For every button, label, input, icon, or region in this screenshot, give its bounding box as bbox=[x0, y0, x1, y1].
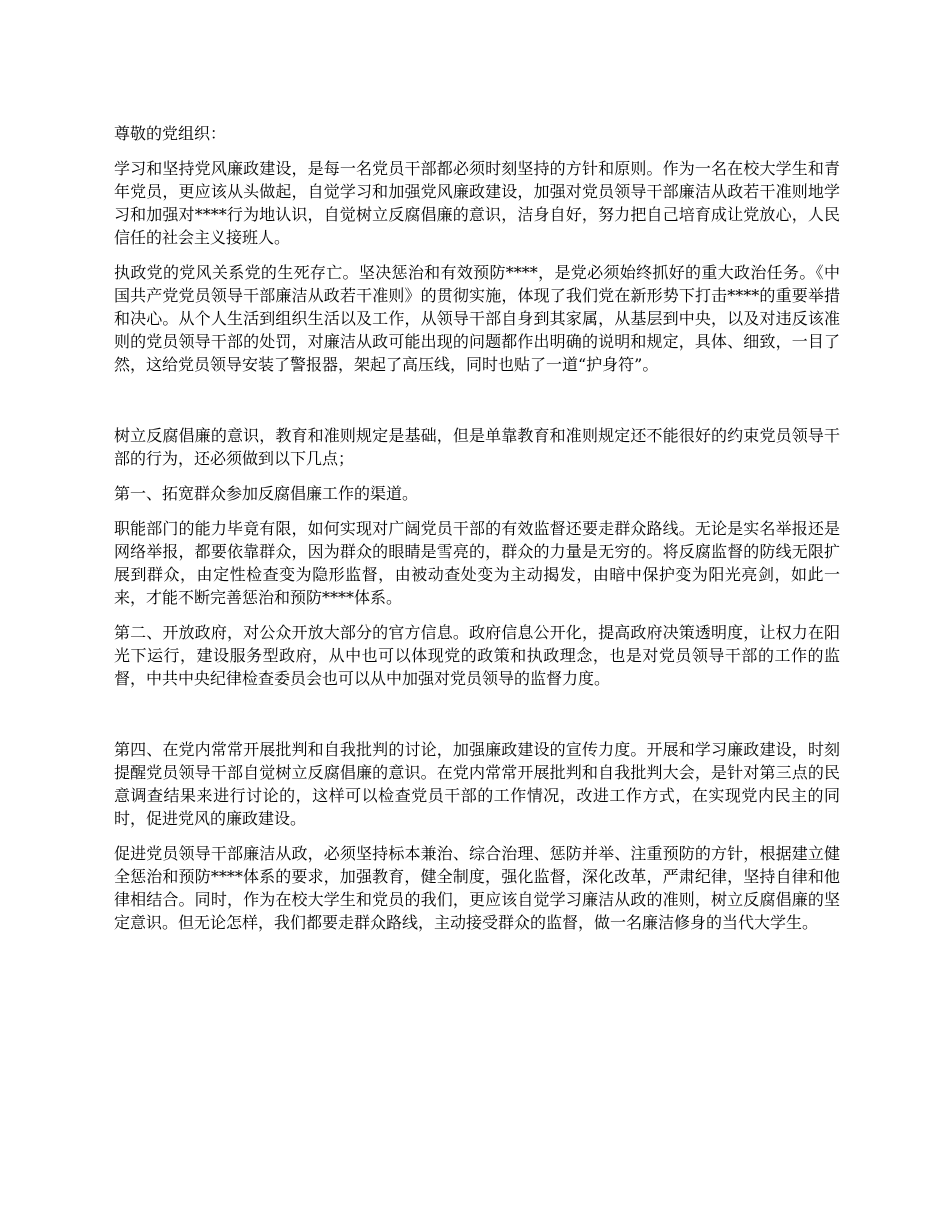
paragraph-3: 树立反腐倡廉的意识，教育和准则规定是基础，但是单靠教育和准则规定还不能很好的约束党员领导干部的行为，还必须做到以下几点； bbox=[114, 426, 840, 468]
point-one-heading: 第一、拓宽群众参加反腐倡廉工作的渠道。 bbox=[114, 484, 419, 503]
closing-paragraph: 促进党员领导干部廉洁从政，必须坚持标本兼治、综合治理、惩防并举、注重预防的方针，根据建立健全惩治和预防****体系的要求，加强教育，健全制度，强化监督，深化改革，严肃纪律，坚持自律和他律相结合。同时，作为在校大学生和党员的我们，更应该自觉学习廉洁从政的准则，树立反腐倡廉的坚定意识。但无论怎样，我们都要走群众路线，主动接受群众的监督，做一名廉洁修身的当代大学生。 bbox=[114, 844, 840, 932]
paragraph-1: 学习和坚持党风廉政建设，是每一名党员干部都必须时刻坚持的方针和原则。作为一名在校大学生和青年党员，更应该从头做起，自觉学习和加强党风廉政建设，加强对党员领导干部廉洁从政若干准则地学习和加强对****行为地认识，自觉树立反腐倡廉的意识，洁身自好，努力把自己培育成让党放心，人民信任的社会主义接班人。 bbox=[114, 159, 840, 247]
paragraph-gap bbox=[114, 388, 840, 424]
salutation: 尊敬的党组织： bbox=[114, 124, 227, 143]
point-four-paragraph: 第四、在党内常常开展批判和自我批判的讨论，加强廉政建设的宣传力度。开展和学习廉政建设，时刻提醒党员领导干部自觉树立反腐倡廉的意识。在党内常常开展批判和自我批判大会，是针对第三点的民意调查结果来进行讨论的，这样可以检查党员干部的工作情况，改进工作方式，在实现党内民主的同时，促进党风的廉政建设。 bbox=[114, 740, 840, 828]
document-page bbox=[114, 122, 840, 946]
paragraph-4: 职能部门的能力毕竟有限，如何实现对广阔党员干部的有效监督还要走群众路线。无论是实名举报还是网络举报，都要依靠群众，因为群众的眼睛是雪亮的，群众的力量是无穷的。将反腐监督的防线无限扩展到群众，由定性检查变为隐形监督，由被动查处变为主动揭发，由暗中保护变为阳光亮剑，如此一来，才能不断完善惩治和预防****体系。 bbox=[114, 519, 840, 607]
paragraph-gap bbox=[114, 702, 840, 738]
point-two-paragraph: 第二、开放政府，对公众开放大部分的官方信息。政府信息公开化，提高政府决策透明度，让权力在阳光下运行，建设服务型政府，从中也可以体现党的政策和执政理念，也是对党员领导干部的工作的监督，中共中央纪律检查委员会也可以从中加强对党员领导的监督力度。 bbox=[114, 623, 840, 688]
paragraph-2: 执政党的党风关系党的生死存亡。坚决惩治和有效预防****，是党必须始终抓好的重大政治任务。《中国共产党党员领导干部廉洁从政若干准则》的贯彻实施，体现了我们党在新形势下打击****的重要举措和决心。从个人生活到组织生活以及工作，从领导干部自身到其家属，从基层到中央，以及对违反该准则的党员领导干部的处罚，对廉洁从政可能出现的问题都作出明确的说明和规定，具体、细致，一目了然，这给党员领导安装了警报器，架起了高压线，同时也贴了一道“护身符”。 bbox=[114, 263, 840, 374]
